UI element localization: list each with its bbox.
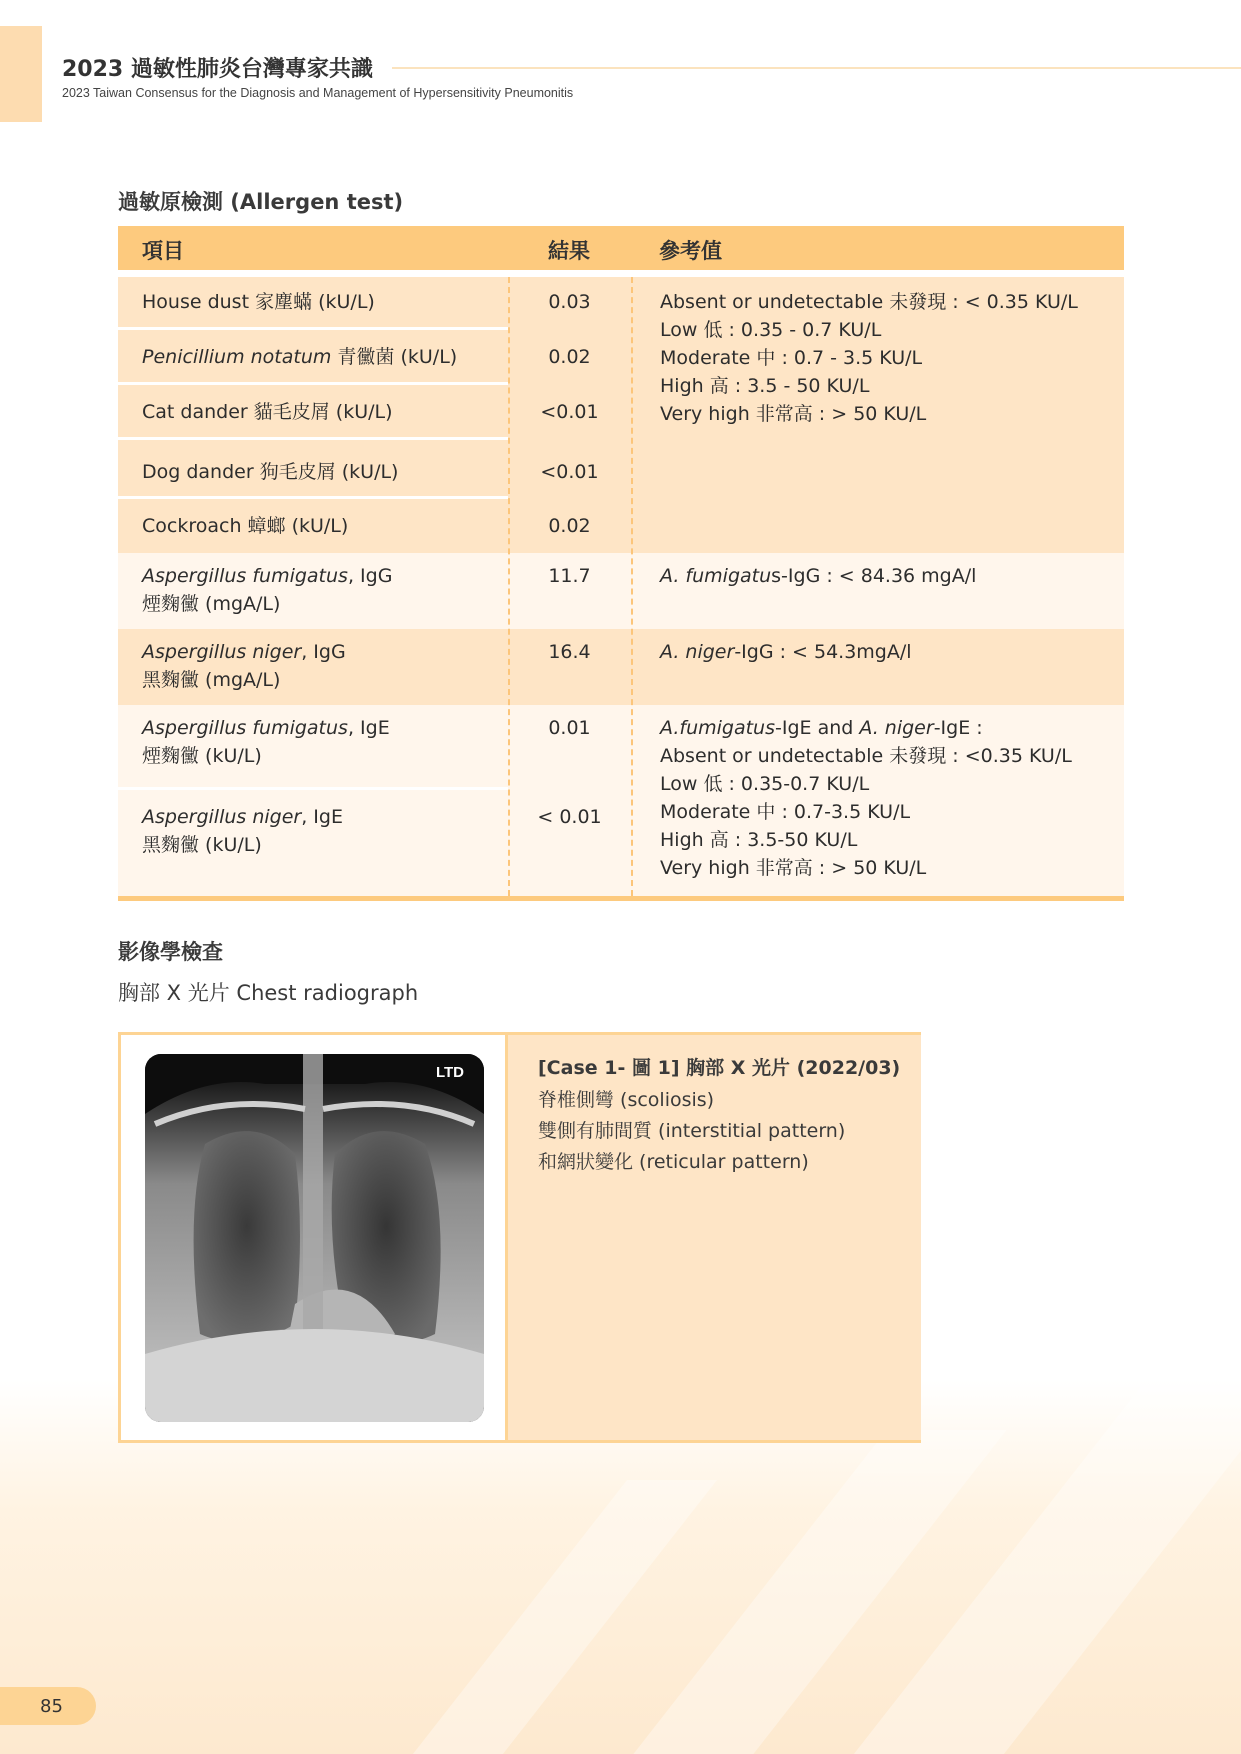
table-bottom-rule [118,896,1124,901]
row-separator [118,787,508,790]
table-row-item: Aspergillus niger, IgE 黑麴黴 (kU/L) [142,806,343,856]
species-name: Aspergillus fumigatus [142,717,348,739]
chest-xray-illustration [145,1054,484,1422]
table-row-result: 16.4 [548,641,591,663]
species-name: Aspergillus fumigatus [142,565,348,587]
allergen-table [118,226,1124,901]
table-row-result: 0.03 [548,291,591,313]
table-header [118,226,1124,270]
table-row-result: 11.7 [548,565,591,587]
species-name: Aspergillus niger [142,806,302,828]
column-divider [631,277,633,896]
table-row-item: Aspergillus fumigatus, IgE 煙麴黴 (kU/L) [142,717,390,767]
figure-caption-panel [505,1035,921,1440]
table-row-item: House dust 家塵蟎 (kU/L) [142,291,375,313]
table-row-item: Aspergillus niger, IgG 黑麴黴 (mgA/L) [142,641,346,691]
table-row-item: Aspergillus fumigatus, IgG 煙麴黴 (mgA/L) [142,565,393,615]
reference-aniger-igg: A. niger-IgG : < 54.3mgA/l [660,641,912,663]
reference-asp-ige: A.fumigatus-IgE and A. niger-IgE : Absent or undetectable 未發現 : <0.35 KU/L Low 低 : 0.35-0.7 KU/L Moderate 中 : 0.7-3.5 KU/L High 高 : 3.5-50 KU/L Very high 非常高 : > 50 KU/L [660,717,1072,879]
page-number: 85 [40,1696,63,1717]
reference-afum-igg: A. fumigatus-IgG : < 84.36 mgA/l [660,565,977,587]
species-name: Aspergillus niger [142,641,302,663]
imaging-subheading: 胸部 X 光片 Chest radiograph [118,981,419,1005]
allergen-section-heading: 過敏原檢測 (Allergen test) [118,190,404,214]
xray-marker-label: LTD [435,1064,464,1081]
figure-caption-line: 雙側有肺間質 (interstitial pattern) [538,1120,846,1142]
column-header-result: 結果 [548,239,590,263]
reference-ige-ranges: Absent or undetectable 未發現 : < 0.35 KU/L Low 低 : 0.35 - 0.7 KU/L Moderate 中 : 0.7 - 3.5 KU/L High 高 : 3.5 - 50 KU/L Very high 非常高 : > 50 KU/L [660,291,1078,425]
document-subtitle: 2023 Taiwan Consensus for the Diagnosis and Management of Hypersensitivity Pneumonitis [62,86,574,100]
table-row-result: <0.01 [540,461,599,483]
document-title: 2023 過敏性肺炎台灣專家共識 [62,57,373,82]
table-row-result: 0.02 [548,346,591,368]
table-row-item: Dog dander 狗毛皮屑 (kU/L) [142,461,399,483]
figure-box [118,1032,921,1443]
column-header-reference: 參考值 [659,239,722,263]
table-row-result: <0.01 [540,401,599,423]
header-rule [392,67,1241,69]
row-separator [118,437,508,440]
table-row-result: < 0.01 [537,806,602,828]
figure-caption-line: 和網狀變化 (reticular pattern) [538,1151,809,1173]
row-separator [118,327,508,330]
table-row-result: 0.02 [548,515,591,537]
imaging-section-heading: 影像學檢查 [118,940,223,964]
species-name: Penicillium notatum [142,346,332,368]
row-separator [118,382,508,385]
row-separator [118,496,508,499]
table-row-item: Penicillium notatum 青黴菌 (kU/L) [142,346,458,368]
figure-caption-line: 脊椎側彎 (scoliosis) [538,1089,715,1111]
header-tab-decoration [0,26,42,122]
figure-caption-title: [Case 1- 圖 1] 胸部 X 光片 (2022/03) [538,1057,901,1079]
chest-xray-image [145,1054,484,1422]
table-row-result: 0.01 [548,717,591,739]
table-row-item: Cat dander 貓毛皮屑 (kU/L) [142,401,393,423]
column-header-item: 項目 [142,239,184,263]
table-row-item: Cockroach 蟑螂 (kU/L) [142,515,349,537]
